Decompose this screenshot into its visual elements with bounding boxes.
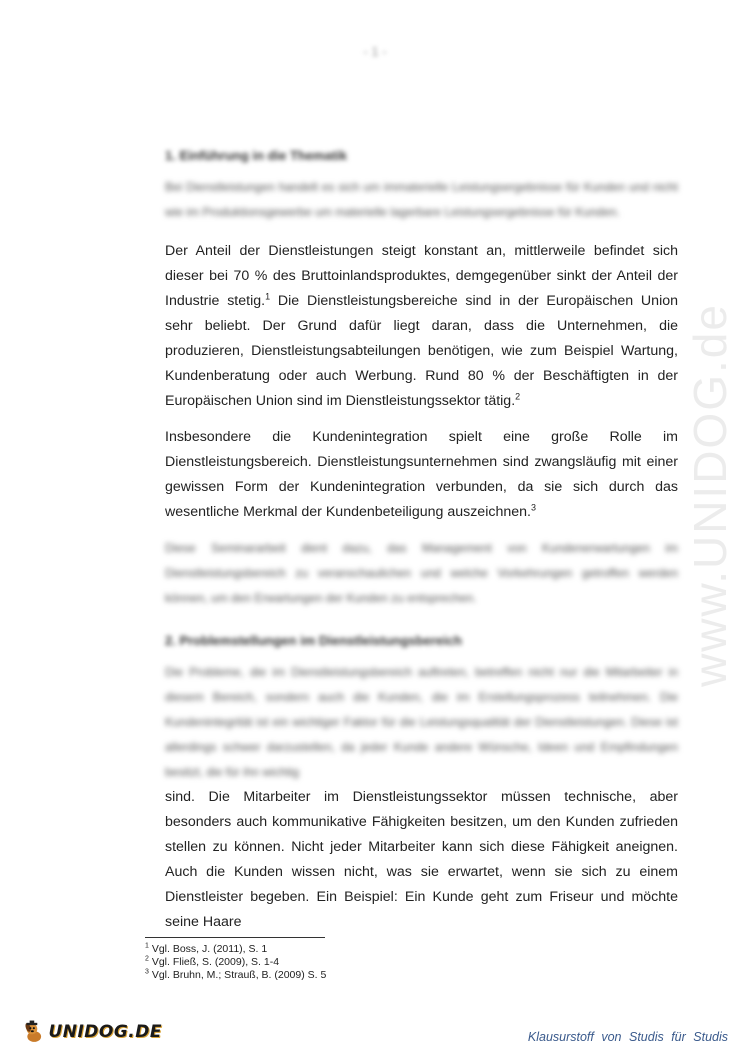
footnote-1 [145, 943, 645, 956]
footnote-1-text: Vgl. Boss, J. (2011), S. 1 [148, 943, 268, 955]
paragraph-1-text-2: Die Dienstleistungsbereiche sind in der Europäischen Union sehr beliebt. Der Grund dafür liegt daran, dass die Unternehmen, die produzieren, Dienstleistungsabteilungen benötigen, wie zum Beispiel Wartung, Kundenberatung oder auch Werbung. Rund 80 % der Beschäftigten in der Europäischen Union sind im Dienstleistungssektor tätig. [165, 293, 678, 409]
footnote-ref-1[interactable]: 1 [265, 291, 271, 302]
footnote-2-number: 2 [145, 955, 149, 963]
footnote-1-number: 1 [145, 942, 149, 950]
tagline: Klausurstoff von Studis für Studis [527, 1030, 728, 1044]
footnote-2-text: Vgl. Fließ, S. (2009), S. 1-4 [148, 956, 280, 968]
watermark [680, 260, 740, 730]
dog-mascot-icon [22, 1016, 46, 1048]
footnote-2 [145, 956, 645, 969]
footnote-3-number: 3 [145, 968, 149, 976]
paragraph-2 [165, 425, 678, 525]
logo-text: UNIDOG.DE [48, 1022, 162, 1042]
section-1-heading: 1. Einführung in die Thematik [165, 148, 348, 163]
footnote-ref-3[interactable]: 3 [530, 502, 536, 513]
footnotes [145, 943, 645, 982]
footnote-3-text: Vgl. Bruhn, M.; Strauß, B. (2009) S. 5 [148, 969, 327, 981]
unidog-logo[interactable] [22, 1012, 162, 1052]
document-body [165, 148, 678, 935]
section-2-text: sind. Die Mitarbeiter im Dienstleistungssektor müssen technische, aber besonders auch kommunikative Fähigkeiten besitzen, um den Kunden zufrieden stellen zu können. Nicht jeder Mitarbeiter kann sich diese Fähigkeit aneignen. Auch die Kunden wissen nicht, was sie erwartet, wenn sie sich zu einem Dienstleister begeben. Ein Beispiel: Ein Kunde geht zum Friseur und möchte seine Haare [165, 789, 678, 930]
section-2-heading: 2. Problemstellungen im Dienstleistungsbereich [165, 633, 462, 648]
watermark-text: www.UNIDOG.de [684, 303, 737, 687]
paragraph-1-text: Der Anteil der Dienstleistungen steigt konstant an, mittlerweile befindet sich dieser bei 70 % des Bruttoinlandsproduktes, demgegenüber sinkt der Anteil der Industrie stetig. [165, 243, 678, 309]
footnote-divider [145, 937, 325, 938]
paragraph-1 [165, 239, 678, 414]
paragraph-3-blurred: Diese Seminararbeit dient dazu, das Management von Kundenerwartungen im Dienstleistungsbereich zu veranschaulichen und welche Vorkehrungen getroffen werden können, um den Erwartungen der Kunden zu entsprechen. [165, 541, 678, 605]
section-1-intro-blurred: Bei Dienstleistungen handelt es sich um immaterielle Leistungsergebnisse für Kunden und nicht wie im Produktionsgewerbe um materielle lagerbare Leistungsergebnisse für Kunden. [165, 180, 678, 219]
paragraph-2-text: Insbesondere die Kundenintegration spielt eine große Rolle im Dienstleistungsbereich. Dienstleistungsunternehmen sind zwangsläufig mit einer gewissen Form der Kundenintegration verbunden, da sie sich durch das wesentliche Merkmal der Kundenbeteiligung auszeichnen. [165, 429, 678, 520]
footnote-3 [145, 969, 645, 982]
page-number: - 1 - [363, 44, 387, 59]
section-2-blurred: Die Probleme, die im Dienstleistungsbereich auftreten, betreffen nicht nur die Mitarbeiter in diesem Bereich, sondern auch die Kunden, die im Erstellungsprozess teilnehmen. Die Kundenintegrität ist ein wichtiger Faktor für die Leistungsqualität der Dienstleistungen. Diese ist allerdings schwer darzustellen, da jeder Kunde andere Wünsche, Ideen und Empfindungen besitzt, die für ihn wichtig [165, 665, 678, 779]
footnote-ref-2[interactable]: 2 [515, 391, 521, 402]
